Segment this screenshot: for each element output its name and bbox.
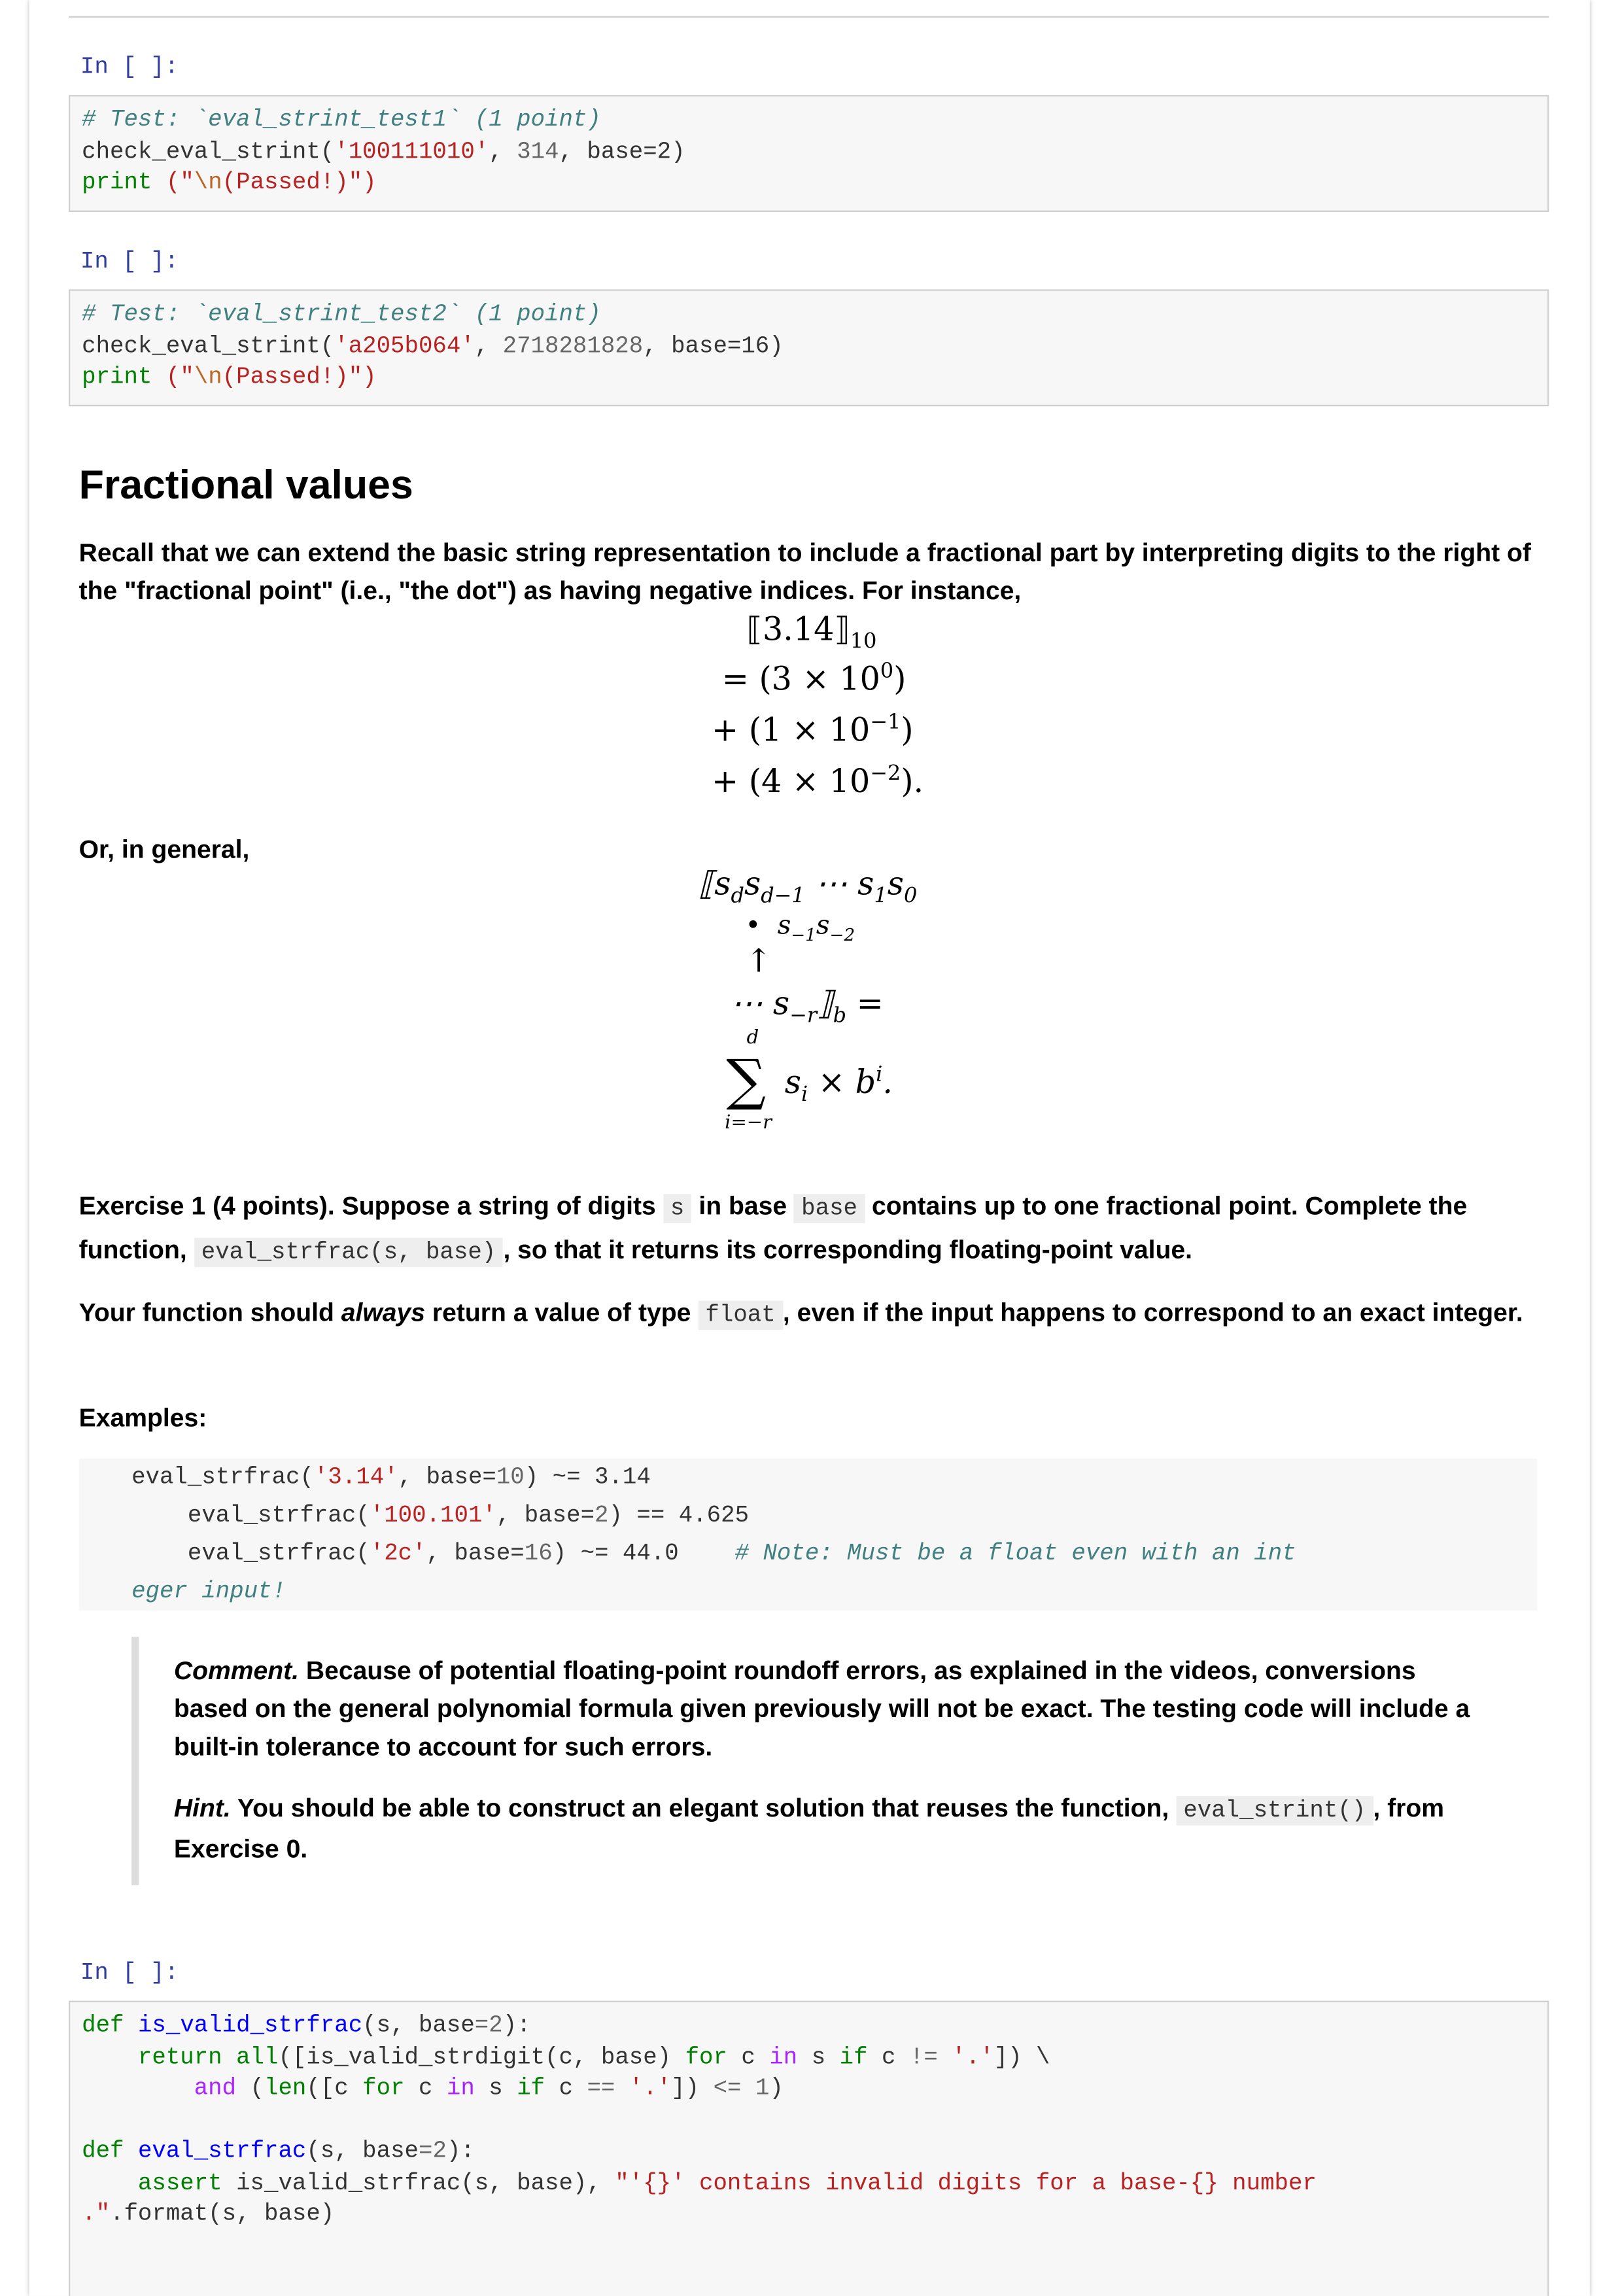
comment-label: Comment.	[173, 1656, 300, 1686]
math-general: ↑	[745, 944, 772, 981]
code-string: 'a205b064'	[334, 332, 475, 359]
math-general: • $s_{-1}s_{-2}$	[745, 910, 855, 945]
code-comment: # Test: `eval_strint_test1` (1 point)	[82, 107, 601, 133]
code-keyword: print	[82, 364, 152, 391]
hint-text: You should be able to construct an elegant solution that reuses the function,	[237, 1793, 1169, 1823]
code-cell-test2[interactable]: # Test: `eval_strint_test2` (1 point) check_eval_strint('a205b064', 2718281828, base=16) print ("\n(Passed!)")	[69, 289, 1549, 406]
code-string: (Passed!)")	[222, 364, 377, 391]
section-heading: Fractional values	[78, 462, 413, 508]
math-sum: $s_i \times b^i$.	[784, 1063, 893, 1107]
code-number: 2718281828	[502, 332, 644, 359]
exercise-paragraph: Exercise 1 (4 points). Suppose a string of digits s in base base contains up to one fractional point. Complete the function, eval_strfrac(s, base) , so that it returns its corresponding floating-point value.	[79, 1185, 1540, 1273]
code-string: '100111010'	[334, 138, 489, 165]
code-escape: \n	[194, 169, 222, 196]
float-paragraph: Your function should always return a value of type float , even if the input happens to correspond to an exact integer.	[79, 1292, 1540, 1336]
hint-label: Hint.	[173, 1793, 231, 1823]
intro-paragraph: Recall that we can extend the basic string representation to include a fractional part by interpreting digits to the right of the "fractional point" (i.e., "the dot") as having negative indices. For instance,	[78, 538, 1531, 605]
math-sum: i=−r	[725, 1112, 772, 1134]
code-string: (Passed!)")	[222, 169, 377, 196]
code-comment: # Test: `eval_strint_test2` (1 point)	[82, 301, 601, 328]
examples-code-block: eval_strfrac('3.14', base=10) ~= 3.14 eval_strfrac('100.101', base=2) == 4.625 eval_strfrac('2c', base=16) ~= 44.0 # Note: Must be a float even with an int eger input!	[79, 1459, 1538, 1610]
divider	[69, 16, 1549, 18]
code-escape: \n	[194, 364, 222, 391]
math-line: + $(4 \times 10^{-2})$.	[712, 762, 924, 801]
cell-prompt: In [ ]:	[80, 1960, 179, 1987]
math-line: = $(3 \times 10^0)$	[721, 660, 906, 699]
math-general: ⋯ $s_{-r}⟧_b$ =	[731, 986, 884, 1028]
code-args: base=16)	[671, 332, 784, 359]
code-keyword: print	[82, 169, 152, 196]
comment-text: Because of potential floating-point roundoff errors, as explained in the videos, conversions based on the general polynomial formula given previously will not be exact. The testing code will include a built-in tolerance to account for such errors.	[173, 1656, 1470, 1762]
hint-code: eval_strint()	[1176, 1796, 1373, 1826]
comment-blockquote: Comment. Because of potential floating-point roundoff errors, as explained in the videos, conversions based on the general polynomial formula given previously will not be exact. The testing code will include a built-in tolerance to account for such errors. Hint. You should be able to construct an elegant solution that reuses the function, eval_strint() , from Exercise 0.	[131, 1637, 1489, 1885]
math-line: + $(1 \times 10^{-1})$	[712, 711, 914, 750]
code-fn: check_eval_strint(	[82, 332, 335, 359]
examples-label: Examples:	[78, 1402, 207, 1433]
code-string: ("	[165, 169, 194, 196]
math-general: $⟦s_ds_{d-1}$ ⋯ $s_1s_0$	[698, 866, 918, 909]
code-fn: check_eval_strint(	[82, 138, 335, 165]
math-sum: d	[746, 1027, 759, 1050]
math-sum: ∑	[726, 1047, 767, 1113]
general-label: Or, in general,	[78, 834, 250, 864]
code-args: base=2)	[587, 138, 685, 165]
cell-prompt: In [ ]:	[80, 54, 179, 80]
cell-prompt: In [ ]:	[80, 248, 179, 275]
code-cell-eval-strfrac[interactable]: def is_valid_strfrac(s, base=2): return all([is_valid_strdigit(c, base) for c in s if c != '.']) \ and (len([c for c in s if c == '.']) <= 1) def eval_strfrac(s, base=2): assert is_valid_strfrac(s, base), "'{}' contains invalid digits for a base-{} number .".format(s, base)	[69, 2001, 1549, 2296]
code-number: 314	[517, 138, 559, 165]
math-line: $⟦3.14⟧_{10}$	[746, 612, 877, 654]
code-string: ("	[165, 364, 194, 391]
code-cell-test1[interactable]: # Test: `eval_strint_test1` (1 point) check_eval_strint('100111010', 314, base=2) print ("\n(Passed!)")	[69, 95, 1549, 212]
